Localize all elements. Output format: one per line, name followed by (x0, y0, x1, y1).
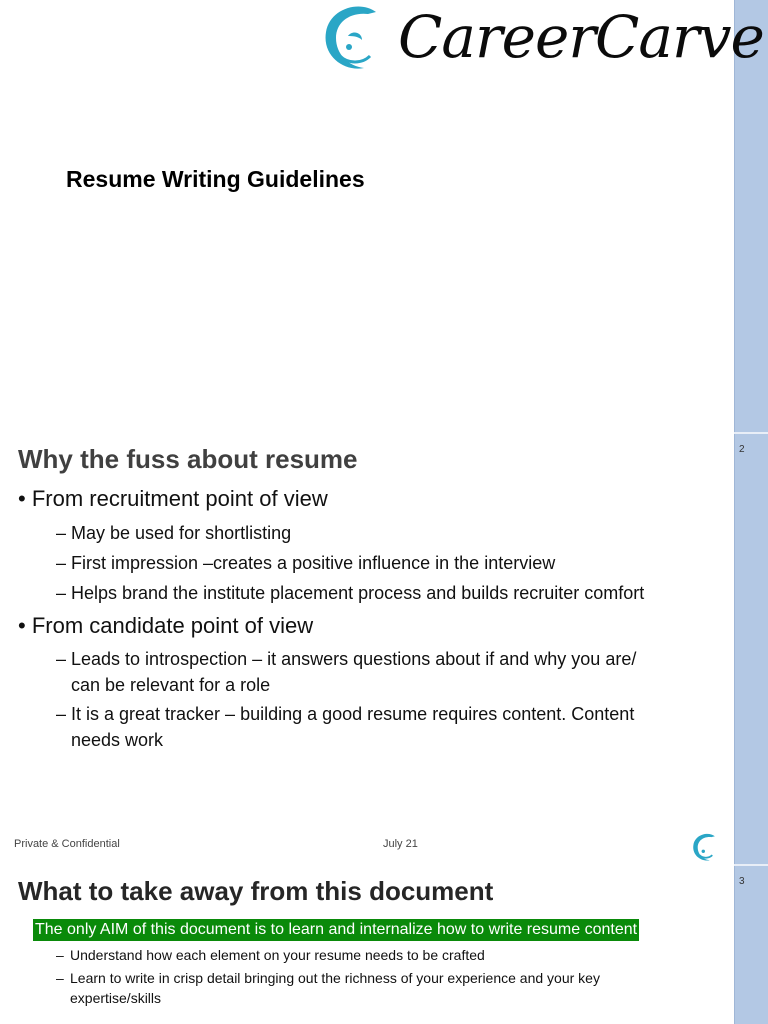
aim-highlight: The only AIM of this document is to learn and internalize how to write resume content (33, 919, 639, 941)
slide-title: What to take away from this document (18, 876, 494, 906)
slide-number: 2 (739, 444, 745, 455)
sidebar-divider (734, 864, 768, 866)
carve-logo-icon (690, 832, 720, 862)
document-title: Resume Writing Guidelines (66, 166, 365, 192)
footer-date: July 21 (383, 838, 418, 850)
sidebar-divider (734, 432, 768, 434)
brand-wordmark: CareerCarve (398, 3, 764, 71)
carve-logo-icon (318, 2, 388, 72)
slide-title: Why the fuss about resume (18, 444, 358, 474)
slide-number: 3 (739, 876, 745, 887)
bullet-candidate: • From candidate point of view (18, 613, 314, 638)
bullet-recruitment: • From recruitment point of view (18, 486, 328, 511)
slide-sidebar (734, 0, 768, 1024)
footer-confidential: Private & Confidential (14, 838, 120, 850)
